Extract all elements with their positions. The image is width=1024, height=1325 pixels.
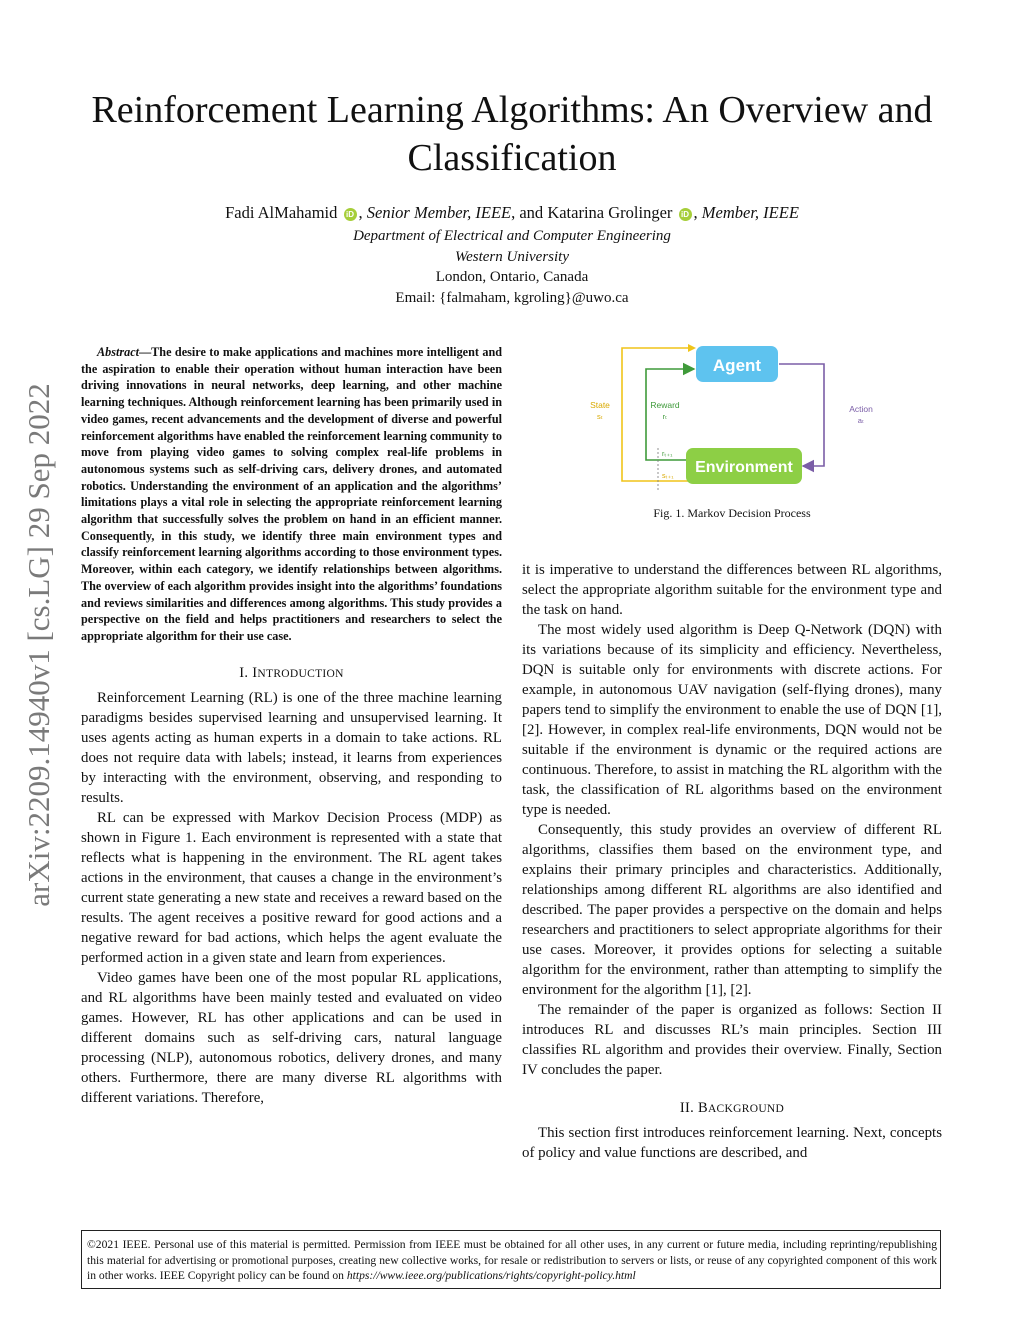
state-label: State — [590, 400, 610, 410]
paragraph: Reinforcement Learning (RL) is one of the three machine learning paradigms besides supervised learning and unsupervised learning. It uses agents acting as human experts in a domain to take actions. RL does not require data with labels; instead, it learns from experiences by interacting with the environment, observing, and responding to results. — [81, 689, 502, 806]
copyright-notice — [81, 1230, 941, 1289]
location: London, Ontario, Canada — [435, 269, 589, 285]
section-title-rest: ACKGROUND — [707, 1103, 785, 1115]
section-initial: I — [252, 664, 258, 681]
mdp-diagram — [582, 340, 882, 500]
next-reward-label: rₜ₊₁ — [662, 451, 673, 458]
copyright-text: ©2021 IEEE. Personal use of this material is permitted. Permission from IEEE must be obtained for all other uses, in any current or future media, including reprinting/republishing this material for advertising or promotional purposes, creating new collective works, for resale or redistribution to servers or lists, or reuse of any copyrighted component of this work in other works. IEEE Copyright policy can be found on — [87, 1238, 937, 1282]
author-line: Fadi AlMahamid iD , Senior Member, IEEE, and Katarina Grolinger iD , Member, IEEE — [225, 203, 799, 222]
right-column — [522, 560, 942, 1163]
figure-caption: Fig. 1. Markov Decision Process — [653, 506, 811, 520]
state-arrow — [622, 348, 696, 481]
section-initial: B — [697, 1100, 708, 1116]
paper-title: Reinforcement Learning Algorithms: An Overview and Classification — [91, 89, 933, 179]
email: Email: {falmaham, kgroling}@uwo.ca — [395, 289, 629, 306]
paragraph: Video games have been one of the most popular RL applications, and RL algorithms have been mainly tested and evaluated on video games. However, RL has other applications and can be used in different domains such as self-driving cars, natural language processing (NLP), autonomous robotics, delivery drones, and many others. Furthermore, there are many diverse RL algorithms with different variations. Therefore, — [81, 969, 502, 1106]
paragraph: The remainder of the paper is organized as follows: Section II introduces RL and discusses RL’s main principles. Section III classifies RL algorithm and provides their overview. Finally, Section IV concludes the paper. — [522, 1002, 942, 1078]
author-1-name: Fadi AlMahamid — [225, 203, 338, 222]
action-label: Action — [849, 404, 873, 414]
state-sub-label: sₜ — [597, 412, 603, 421]
section-heading-introduction — [81, 665, 502, 682]
left-column — [81, 344, 502, 1108]
department: Department of Electrical and Computer Engineering — [353, 228, 671, 244]
section-title-rest: NTRODUCTION — [257, 667, 344, 680]
action-sub-label: aₜ — [857, 416, 865, 425]
reward-arrow — [646, 369, 696, 460]
paragraph: The most widely used algorithm is Deep Q-Network (DQN) with its variations because of its simplicity and efficiency. Nevertheless, DQN is suitable only for environments with discrete actions. For example, in autonomous UAV navigation (self-flying drones), many papers tend to simplify the environment to enable the use of DQN [1], [2]. However, in complex real-life environments, DQN would not be suitable if the environment is dynamic or the required actions are continuous. Therefore, to assist in matching the RL algorithm with the task, the classification of RL algorithms based on the environment type is needed. — [522, 622, 942, 818]
abstract — [81, 344, 502, 645]
next-state-label: sₜ₊₁ — [662, 473, 674, 480]
copyright-policy-link[interactable]: https://www.ieee.org/publications/rights/copyright-policy.html — [346, 1269, 636, 1282]
author-2-role: Member, IEEE — [701, 203, 799, 222]
reward-sub-label: rₜ — [662, 412, 668, 421]
section-number: II. — [679, 1100, 695, 1116]
section-number: I. — [239, 664, 249, 681]
author-2-name: Katarina Grolinger — [547, 203, 673, 222]
section-heading-background — [522, 1100, 942, 1117]
abstract-text: —The desire to make applications and machines more intelligent and the aspiration to enable their operation without human interaction have been driving innovations in neural networks, deep learning, and other machine learning techniques. Although reinforcement learning has been primarily used in video games, recent advancements and the development of diverse and powerful reinforcement algorithms have enabled the reinforcement learning community to move from playing video games to solving complex real-life problems in autonomous systems such as self-driving cars, delivery drones, and automated robotics. Understanding the environment of an application and the algorithms’ limitations plays a vital role in selecting the appropriate reinforcement learning algorithm that successfully solves the problem on hand in an efficient manner. Consequently, in this study, we identify three main environment types and classify reinforcement learning algorithms according to those environment types. Moreover, within each category, we identify relationships between algorithms. The overview of each algorithm provides insight into the algorithms’ foundations and reviews similarities and differences among algorithms. This study provides a perspective on the field and helps practitioners and researchers to select the appropriate algorithm for their use case. — [81, 345, 502, 643]
university: Western University — [454, 248, 569, 265]
author-connector: , and — [511, 203, 544, 222]
orcid-icon[interactable]: iD — [679, 208, 692, 221]
reward-label: Reward — [650, 400, 680, 410]
environment-label: Environment — [695, 459, 793, 476]
author-1-role: Senior Member, IEEE — [366, 203, 512, 222]
affiliation — [60, 226, 964, 308]
abstract-lead: Abstract — [97, 345, 139, 359]
arxiv-stamp: arXiv:2209.14940v1 [cs.LG] 29 Sep 2022 — [21, 383, 56, 907]
paragraph: This section first introduces reinforcement learning. Next, concepts of policy and value functions are described, and — [522, 1125, 942, 1161]
paragraph: it is imperative to understand the differences between RL algorithms, select the appropriate algorithm suitable for the environment type and the task on hand. — [522, 562, 942, 618]
paragraph: RL can be expressed with Markov Decision Process (MDP) as shown in Figure 1. Each environment is represented with a state that reflects what is happening in the environment. The RL agent takes actions in the environment, that causes a change in the environment’s current state generating a new state and receives a reward based on the results. The agent receives a positive reward for good actions and a negative reward for bad actions, which helps the agent evaluate the performed action in a given state and learn from experiences. — [81, 809, 502, 966]
paragraph: Consequently, this study provides an overview of different RL algorithms, classifies them based on the environment type, and explains their primary principles and characteristics. Additionally, relationships among different RL algorithms are also identified and described. The paper provides a perspective on the domain and helps researchers and practitioners to select appropriate algorithms for their use cases. Moreover, it provides options for selecting a suitable algorithm for the environment, rather than attempting to simplify the environment for the algorithm [1], [2]. — [522, 822, 942, 998]
state-arrowhead — [688, 344, 696, 352]
agent-label: Agent — [712, 356, 762, 375]
orcid-icon[interactable]: iD — [344, 208, 357, 221]
